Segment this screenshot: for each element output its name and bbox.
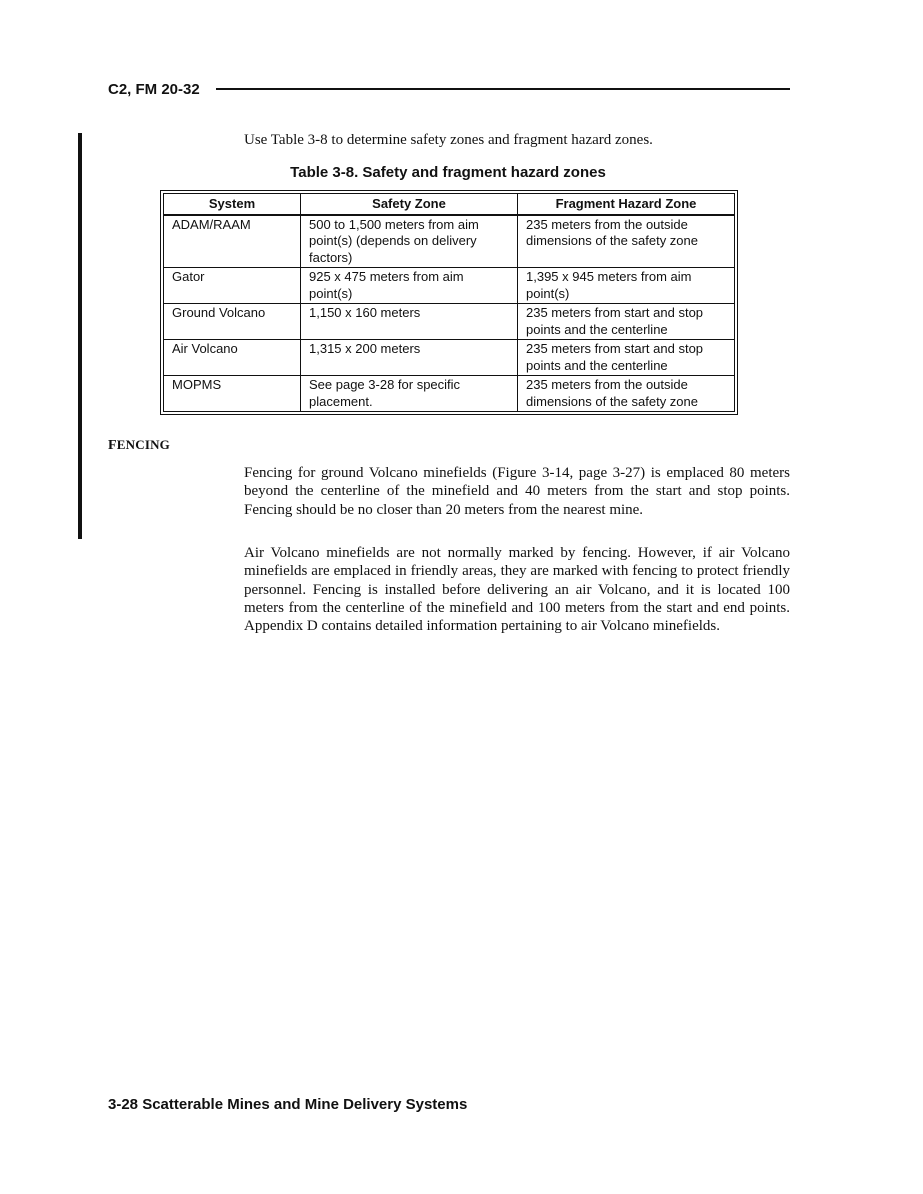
table-cell: Air Volcano (164, 340, 301, 376)
column-header: Safety Zone (301, 194, 518, 215)
paragraph: Air Volcano minefields are not normally marked by fencing. However, if air Volcano minefields are emplaced in friendly areas, they are marked with fencing to protect friendly personnel. Fencing is installed before delivering an air Volcano, and it is located 100 meters from the centerline of the minefield and 100 meters from the start and end points. Appendix D contains detailed information pertaining to air Volcano minefields. (244, 545, 790, 635)
table-cell: 925 x 475 meters from aim point(s) (301, 268, 518, 304)
page-header (108, 78, 790, 100)
table-cell: 1,150 x 160 meters (301, 304, 518, 340)
section-heading-fencing (108, 437, 170, 454)
table-cell: See page 3-28 for specific placement. (301, 376, 518, 412)
safety-zones-table (160, 190, 738, 415)
intro-text: Use Table 3-8 to determine safety zones and fragment hazard zones. (244, 132, 653, 148)
page-footer: 3-28 Scatterable Mines and Mine Delivery Systems (108, 1096, 468, 1113)
change-bar (78, 133, 82, 539)
table-title: Table 3-8. Safety and fragment hazard zones (290, 164, 606, 181)
table-header-row (164, 194, 735, 215)
table-row (164, 376, 735, 412)
table-cell: 1,315 x 200 meters (301, 340, 518, 376)
table-cell: Ground Volcano (164, 304, 301, 340)
table-cell: 235 meters from start and stop points and the centerline (518, 304, 735, 340)
heading-initial: F (108, 438, 117, 453)
table-cell: 235 meters from the outside dimensions of the safety zone (518, 376, 735, 412)
column-header: Fragment Hazard Zone (518, 194, 735, 215)
table-grid (163, 193, 735, 412)
header-label: C2, FM 20-32 (108, 80, 200, 98)
table-row (164, 215, 735, 268)
table-row (164, 304, 735, 340)
table-cell: 500 to 1,500 meters from aim point(s) (depends on delivery factors) (301, 215, 518, 268)
table-cell: Gator (164, 268, 301, 304)
table-cell: 1,395 x 945 meters from aim point(s) (518, 268, 735, 304)
paragraph: Fencing for ground Volcano minefields (Figure 3-14, page 3-27) is emplaced 80 meters beyond the centerline of the minefield and 40 meters from the start and stop points. Fencing should be no closer than 20 meters from the nearest mine. (244, 465, 790, 518)
heading-rest: ENCING (116, 437, 170, 452)
table-row (164, 268, 735, 304)
table-cell: 235 meters from the outside dimensions of the safety zone (518, 215, 735, 268)
column-header: System (164, 194, 301, 215)
table-cell: ADAM/RAAM (164, 215, 301, 268)
table-row (164, 340, 735, 376)
table-cell: 235 meters from start and stop points and the centerline (518, 340, 735, 376)
table-cell: MOPMS (164, 376, 301, 412)
header-rule (216, 88, 790, 90)
